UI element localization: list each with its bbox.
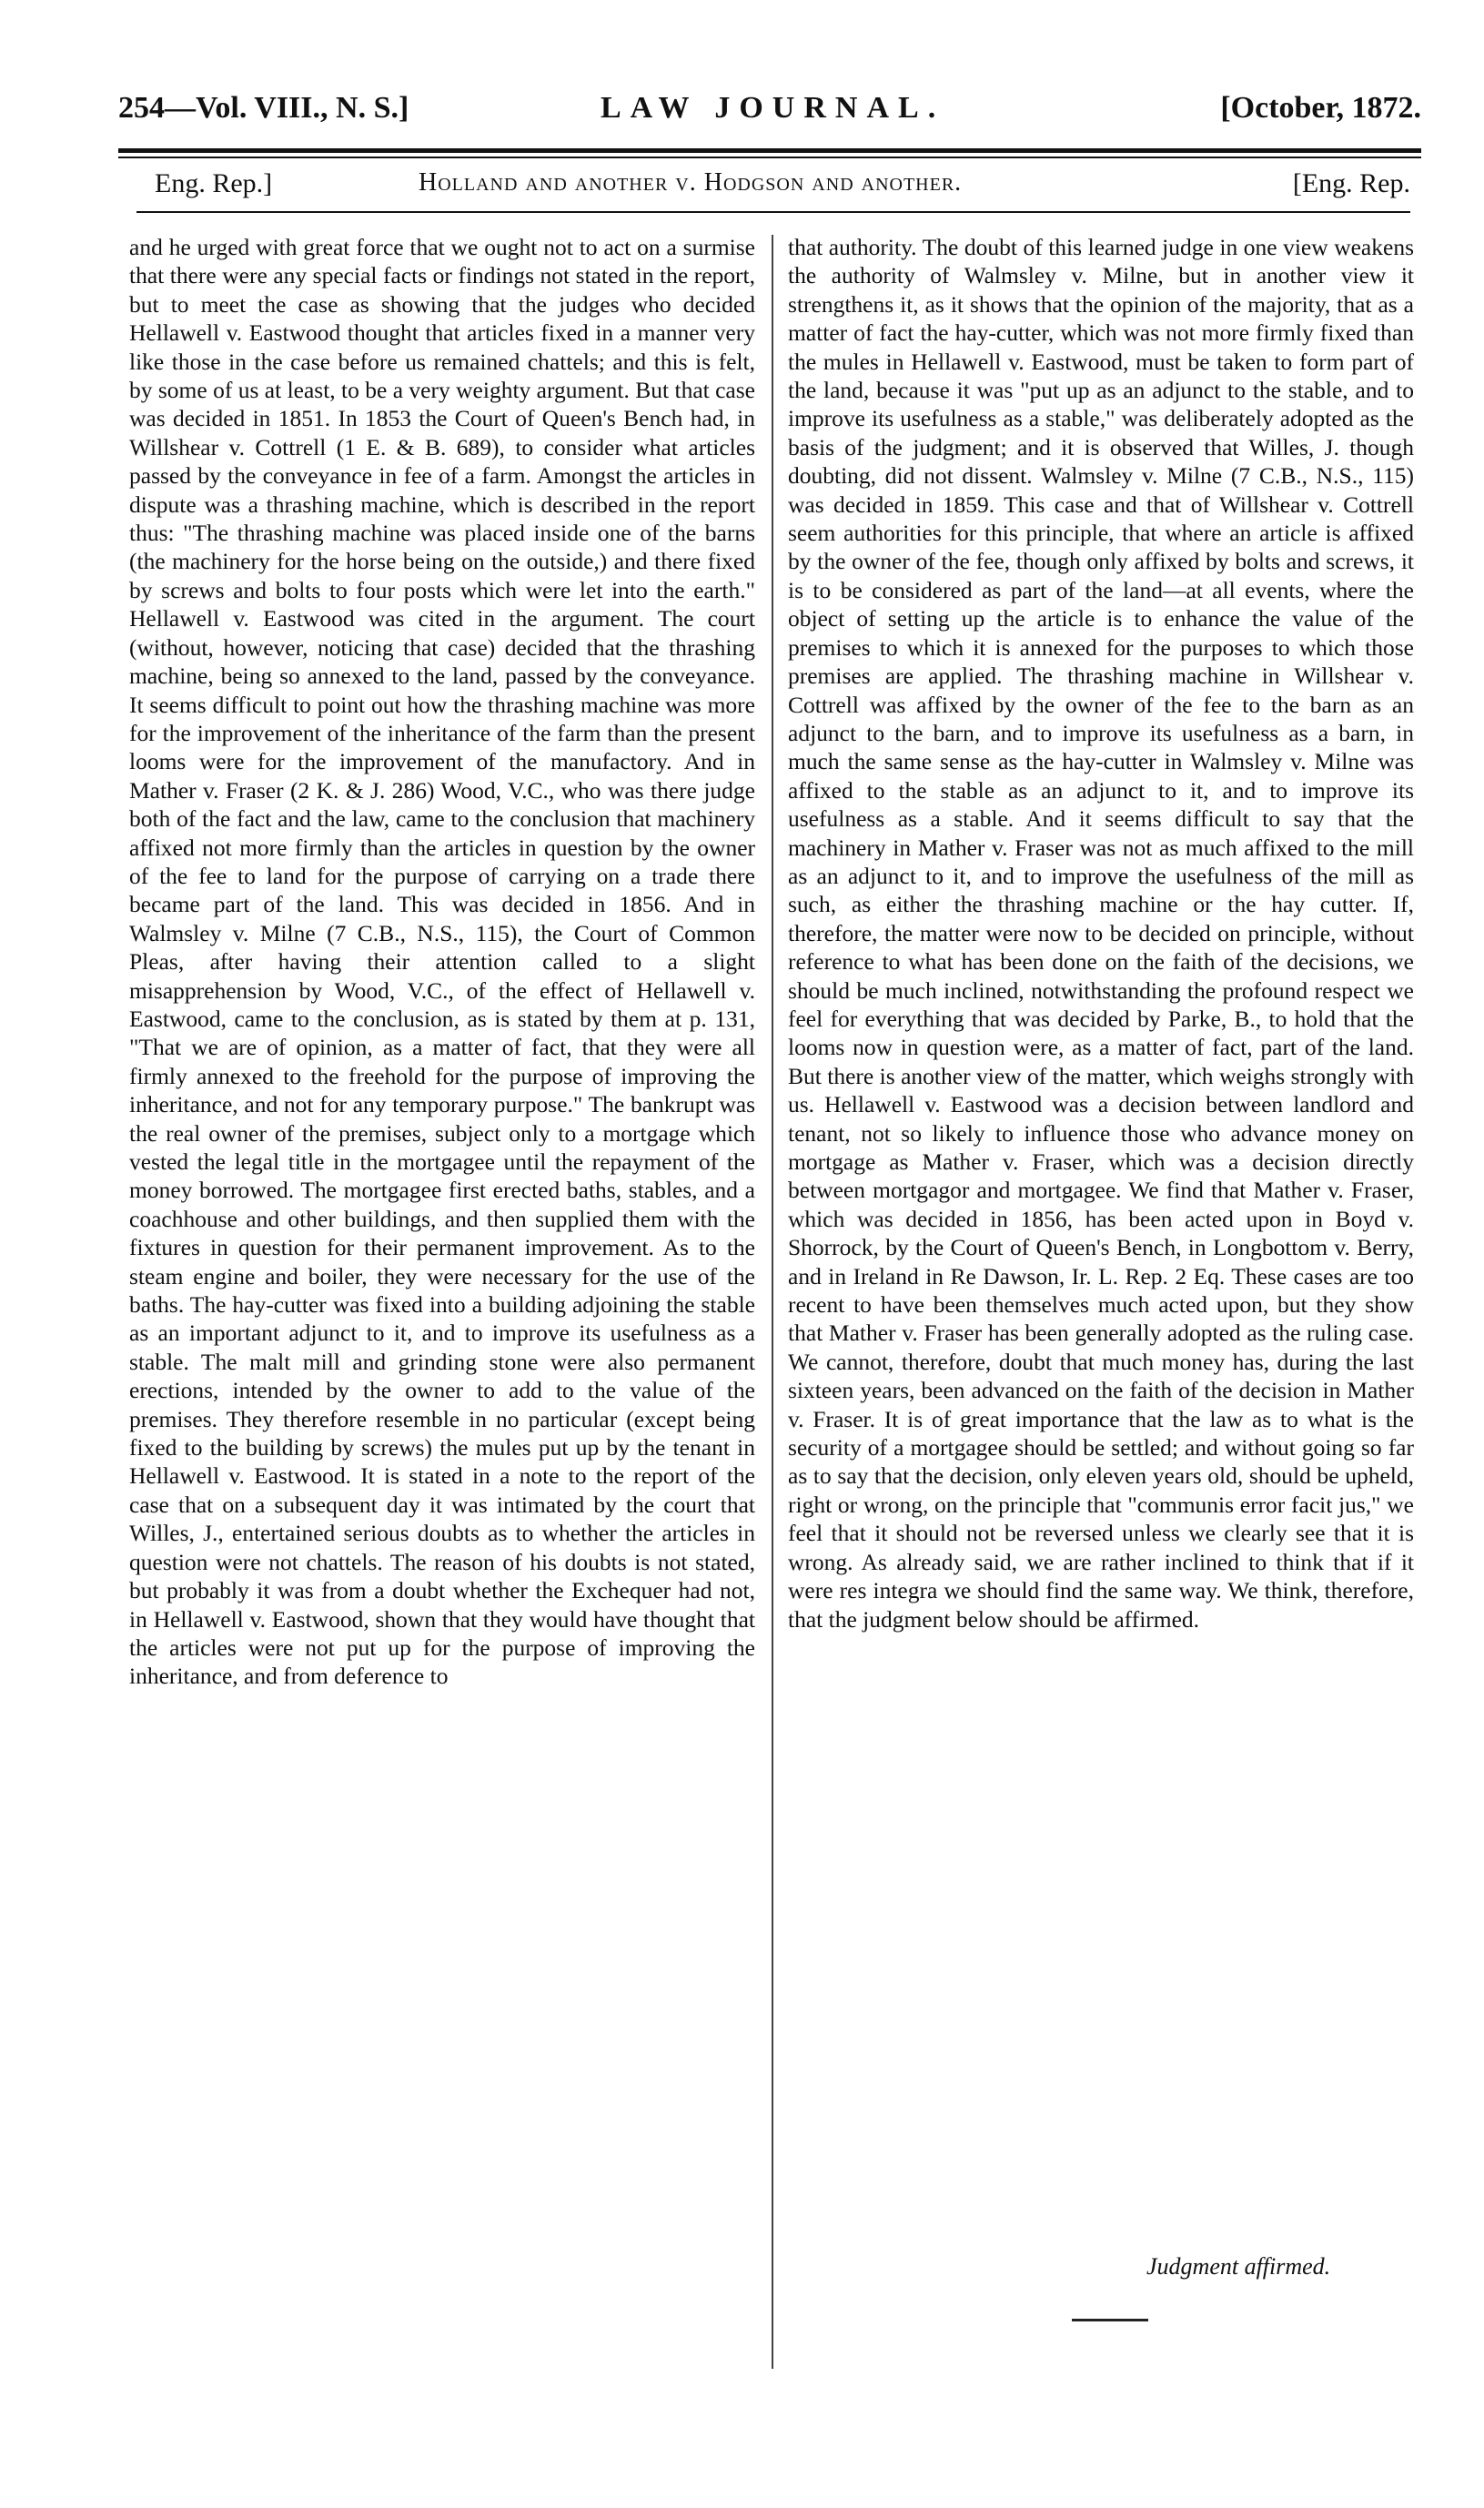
report-tag-left: Eng. Rep.]	[155, 168, 273, 198]
running-head	[118, 91, 1421, 146]
header-rule-thick	[118, 148, 1421, 153]
report-tag-right: [Eng. Rep.	[1292, 168, 1410, 198]
left-column	[129, 233, 755, 1691]
case-head	[136, 168, 1410, 214]
right-column-text: that authority. The doubt of this learned judge in one view weakens the authority of Walmsley v. Milne, but in another view it strengthens it, as it shows that the opinion of the majority, that as a matter of fact the hay-cutter, which was not more firmly fixed than the mules in Hellawell v. Eastwood, must be taken to form part of the land, because it was "put up as an adjunct to the stable, and to improve its usefulness as a stable," was deliberately adopted as the basis of the judgment; and it is observed that Willes, J. though doubting, did not dissent. Walmsley v. Milne (7 C.B., N.S., 115) was decided in 1859. This case and that of Willshear v. Cottrell seem authorities for this principle, that where an article is affixed by the owner of the fee, though only affixed by bolts and screws, it is to be considered as part of the land—at all events, where the object of setting up the article is to enhance the value of the premises to which it is annexed for the purposes to which those premises are applied. The thrashing machine in Willshear v. Cottrell was affixed by the owner of the fee to the barn as an adjunct to the barn, and to improve its usefulness as a barn, in much the same sense as the hay-cutter in Walmsley v. Milne was affixed to the stable as an adjunct to it, and to improve its usefulness as a stable. And it seems difficult to say that the machinery in Mather v. Fraser was not as much affixed to the mill as an adjunct to it, and to improve the usefulness of the mill as such, as either the thrashing machine or the hay cutter. If, therefore, the matter were now to be decided on principle, without reference to what has been done on the faith of the decisions, we should be much inclined, notwithstanding the profound respect we feel for everything that was decided by Parke, B., to hold that the looms now in question were, as a matter of fact, part of the land. But there is another view of the matter, which weighs strongly with us. Hellawell v. Eastwood was a decision between landlord and tenant, not so likely to influence those who advance money on mortgage as Mather v. Fraser, which was a decision directly between mortgagor and mortgagee. We find that Mather v. Fraser, which was decided in 1856, has been acted upon in Boyd v. Shorrock, by the Court of Queen's Bench, in Longbottom v. Berry, and in Ireland in Re Dawson, Ir. L. Rep. 2 Eq. These cases are too recent to have been themselves much acted upon, but they show that Mather v. Fraser has been generally adopted as the ruling case. We cannot, therefore, doubt that much money has, during the last sixteen years, been advanced on the faith of the decision in Mather v. Fraser. It is of great importance that the law as to what is the security of a mortgagee should be settled; and without going so far as to say that the decision, only eleven years old, should be upheld, right or wrong, on the principle that "communis error facit jus," we feel that it should not be reversed unless we clearly see that it is wrong. As already said, we are rather inclined to think that if it were res integra we should find the same way. We think, therefore, that the judgment below should be affirmed.	[788, 234, 1414, 1633]
column-divider	[772, 235, 773, 2369]
header-rule-thin	[118, 157, 1421, 158]
case-title: Holland and another v. Hodgson and another.	[419, 168, 963, 197]
judgment-sign-off: Judgment affirmed.	[1146, 2253, 1331, 2280]
journal-title: LAW JOURNAL.	[601, 91, 945, 125]
issue-date: [October, 1872.	[1220, 91, 1421, 125]
volume-page-label: 254—Vol. VIII., N. S.]	[118, 91, 409, 125]
case-head-rule	[136, 211, 1410, 213]
end-rule	[1072, 2319, 1148, 2321]
right-column	[788, 233, 1414, 1633]
left-column-text: and he urged with great force that we ought not to act on a surmise that there were any special facts or findings not stated in the report, but to meet the case as showing that the judges who decided Hellawell v. Eastwood thought that articles fixed in a manner very like those in the case before us remained chattels; and this is felt, by some of us at least, to be a very weighty argument. But that case was decided in 1851. In 1853 the Court of Queen's Bench had, in Willshear v. Cottrell (1 E. & B. 689), to consider what articles passed by the conveyance in fee of a farm. Amongst the articles in dispute was a thrashing machine, which is described in the report thus: "The thrashing machine was placed inside one of the barns (the machinery for the horse being on the outside,) and there fixed by screws and bolts to four posts which were let into the earth." Hellawell v. Eastwood was cited in the argument. The court (without, however, noticing that case) decided that the thrashing machine, being so annexed to the land, passed by the conveyance. It seems difficult to point out how the thrashing machine was more for the improvement of the inheritance of the farm than the present looms were for the improvement of the manufactory. And in Mather v. Fraser (2 K. & J. 286) Wood, V.C., who was there judge both of the fact and the law, came to the conclusion that machinery affixed not more firmly than the articles in question by the owner of the fee to land for the purpose of carrying on a trade there became part of the land. This was decided in 1856. And in Walmsley v. Milne (7 C.B., N.S., 115), the Court of Common Pleas, after having their attention called to a slight misapprehension by Wood, V.C., of the effect of Hellawell v. Eastwood, came to the conclusion, as is stated by them at p. 131, "That we are of opinion, as a matter of fact, that they were all firmly annexed to the freehold for the purpose of improving the inheritance, and not for any temporary purpose." The bankrupt was the real owner of the premises, subject only to a mortgage which vested the legal title in the mortgagee until the repayment of the money borrowed. The mortgagee first erected baths, stables, and a coachhouse and other buildings, and then supplied them with the fixtures in question for their permanent improvement. As to the steam engine and boiler, they were necessary for the use of the baths. The hay-cutter was fixed into a building adjoining the stable as an important adjunct to it, and to improve its usefulness as a stable. The malt mill and grinding stone were also permanent erections, intended by the owner to add to the value of the premises. They therefore resemble in no particular (except being fixed to the building by screws) the mules put up by the tenant in Hellawell v. Eastwood. It is stated in a note to the report of the case that on a subsequent day it was intimated by the court that Willes, J., entertained serious doubts as to whether the articles in question were not chattels. The reason of his doubts is not stated, but probably it was from a doubt whether the Exchequer had not, in Hellawell v. Eastwood, shown that they would have thought that the articles were not put up for the purpose of improving the inheritance, and from deference to	[129, 234, 755, 1690]
